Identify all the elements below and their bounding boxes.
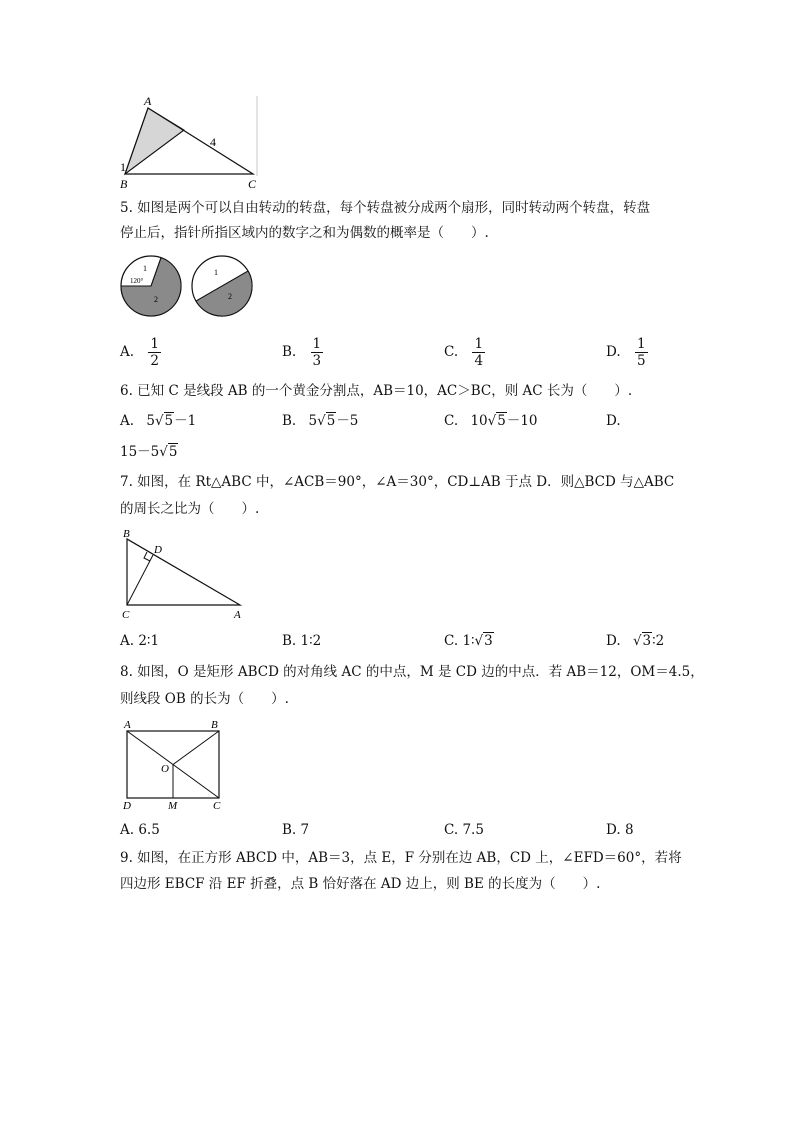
q5-option-c-fraction: $\frac{1}{4}$ <box>474 336 484 369</box>
q5-option-b-label: B. <box>282 344 297 360</box>
q5-option-d[interactable] <box>606 336 648 369</box>
q7-option-b-value: 1∶2 <box>300 633 322 649</box>
q8-label-b: B <box>211 719 218 731</box>
spinner2-sector-2: 2 <box>228 292 232 301</box>
q7-option-b[interactable] <box>282 631 321 651</box>
spinner1-sector-1: 1 <box>143 264 147 273</box>
q5-option-a-label: A. <box>120 344 135 360</box>
q5-option-c-label: C. <box>444 344 459 360</box>
q7-option-a[interactable] <box>120 631 159 651</box>
q5-stem-line1: 5. 如图是两个可以自由转动的转盘，每个转盘被分成两个扇形，同时转动两个转盘，转盘 <box>120 200 651 216</box>
q6-option-a[interactable]: A. 5√5－1 <box>120 413 197 429</box>
q8-label-a: A <box>124 719 131 731</box>
q6-option-c-rest: －10 <box>506 413 538 429</box>
q8-label-o: O <box>161 763 169 775</box>
q5-option-c[interactable] <box>444 336 485 369</box>
spinner2-sector-1: 1 <box>214 268 218 277</box>
q7-option-a-label: A. <box>120 633 135 649</box>
q6-option-d-label: D. <box>606 413 621 429</box>
q6-option-c-radicand: 5 <box>497 413 506 429</box>
q5-option-a[interactable] <box>120 336 161 369</box>
q7-label-d: D <box>154 544 162 556</box>
q4-label-c: C <box>248 177 257 191</box>
q9-stem-line1: 9. 如图，在正方形 ABCD 中，AB＝3，点 E，F 分别在边 AB，CD 上，∠EFD＝60°，若将 <box>120 850 682 866</box>
q8-rectangle-figure <box>118 716 228 812</box>
q7-label-b: B <box>123 528 130 540</box>
q6-option-b-radicand: 5 <box>326 413 336 429</box>
q5-option-d-label: D. <box>606 344 621 360</box>
q8-label-m: M <box>168 800 178 812</box>
q4-triangle-figure <box>112 92 262 192</box>
q4-side-4: 4 <box>210 135 216 149</box>
q7-stem-line2: 的周长之比为（ ）. <box>120 501 260 517</box>
q7-label-a: A <box>234 609 241 621</box>
q6-option-b-rest: －5 <box>336 413 359 429</box>
q8-option-b-value: 7 <box>300 822 310 838</box>
q7-triangle-figure <box>116 526 252 622</box>
q5-stem-line2: 停止后，指针所指区域内的数字之和为偶数的概率是（ ）. <box>120 225 489 241</box>
q4-label-b: B <box>120 177 128 191</box>
q8-label-d: D <box>123 800 131 812</box>
q6-stem: 6. 已知 C 是线段 AB 的一个黄金分割点，AB＝10，AC＞BC，则 AC 长为（ ）. <box>120 383 633 399</box>
q6-option-b[interactable]: B. 5√5－5 <box>282 413 359 429</box>
q5-option-d-fraction: $\frac{1}{5}$ <box>636 336 646 369</box>
q9-stem-line2: 四边形 EBCF 沿 EF 折叠，点 B 恰好落在 AD 边上，则 BE 的长度为（ ）. <box>120 876 601 892</box>
q6-option-c[interactable]: C. 10√5－10 <box>444 413 538 429</box>
q8-option-d[interactable] <box>606 820 634 840</box>
q6-option-d-coef: 15－5 <box>120 444 160 460</box>
spinner1-angle-label: 120° <box>130 277 144 285</box>
q7-stem-line1: 7. 如图，在 Rt△ABC 中，∠ACB＝90°，∠A＝30°，CD⊥AB 于点 D．则△BCD 与△ABC <box>120 474 675 490</box>
q7-option-c[interactable]: C. 1∶√3 <box>444 633 493 649</box>
q8-option-b[interactable] <box>282 820 309 840</box>
q8-label-c: C <box>213 800 221 812</box>
q7-option-d[interactable]: D. √3∶2 <box>606 633 665 649</box>
q7-option-d-post: ∶2 <box>652 633 665 649</box>
q5-option-a-fraction: $\frac{1}{2}$ <box>150 336 159 369</box>
q8-option-c-value: 7.5 <box>462 822 484 838</box>
q8-stem-line2: 则线段 OB 的长为（ ）. <box>120 691 289 707</box>
q6-option-d-value: 15－5√5 <box>120 444 178 460</box>
q8-option-d-label: D. <box>606 822 621 838</box>
q8-option-c[interactable] <box>444 820 484 840</box>
q5-option-b-fraction: $\frac{1}{3}$ <box>312 336 322 369</box>
q6-option-b-label: B. <box>282 413 297 429</box>
q7-label-c: C <box>122 609 130 621</box>
q5-option-b[interactable] <box>282 336 323 369</box>
q8-option-a-label: A. <box>120 822 135 838</box>
q4-side-1: 1 <box>120 160 126 174</box>
q6-option-d[interactable] <box>606 411 621 431</box>
q6-option-c-coef: 10 <box>470 413 488 429</box>
q4-label-a: A <box>144 94 152 108</box>
q5-spinners-figure <box>118 255 258 321</box>
q8-option-a[interactable] <box>120 820 160 840</box>
q7-option-a-value: 2∶1 <box>138 633 160 649</box>
q6-option-d-radicand: 5 <box>168 444 178 460</box>
q7-option-c-pre: 1∶ <box>462 633 475 649</box>
q7-option-c-radicand: 3 <box>484 633 493 649</box>
q7-option-d-radicand: 3 <box>642 633 652 649</box>
spinner1-sector-2: 2 <box>154 295 158 304</box>
q8-option-d-value: 8 <box>624 822 634 838</box>
q7-option-d-label: D. <box>606 633 621 649</box>
q8-option-b-label: B. <box>282 822 297 838</box>
q6-option-a-rest: －1 <box>174 413 197 429</box>
q7-option-c-label: C. <box>444 633 459 649</box>
q6-option-a-radicand: 5 <box>164 413 174 429</box>
q6-option-b-coef: 5 <box>308 413 318 429</box>
q8-option-c-label: C. <box>444 822 459 838</box>
q6-option-a-coef: 5 <box>146 413 155 429</box>
q8-stem-line1: 8. 如图，O 是矩形 ABCD 的对角线 AC 的中点，M 是 CD 边的中点．若 AB＝12，OM＝4.5， <box>120 664 704 680</box>
q7-option-b-label: B. <box>282 633 297 649</box>
q6-option-c-label: C. <box>444 413 459 429</box>
q8-option-a-value: 6.5 <box>138 822 160 838</box>
q6-option-a-label: A. <box>120 413 135 429</box>
